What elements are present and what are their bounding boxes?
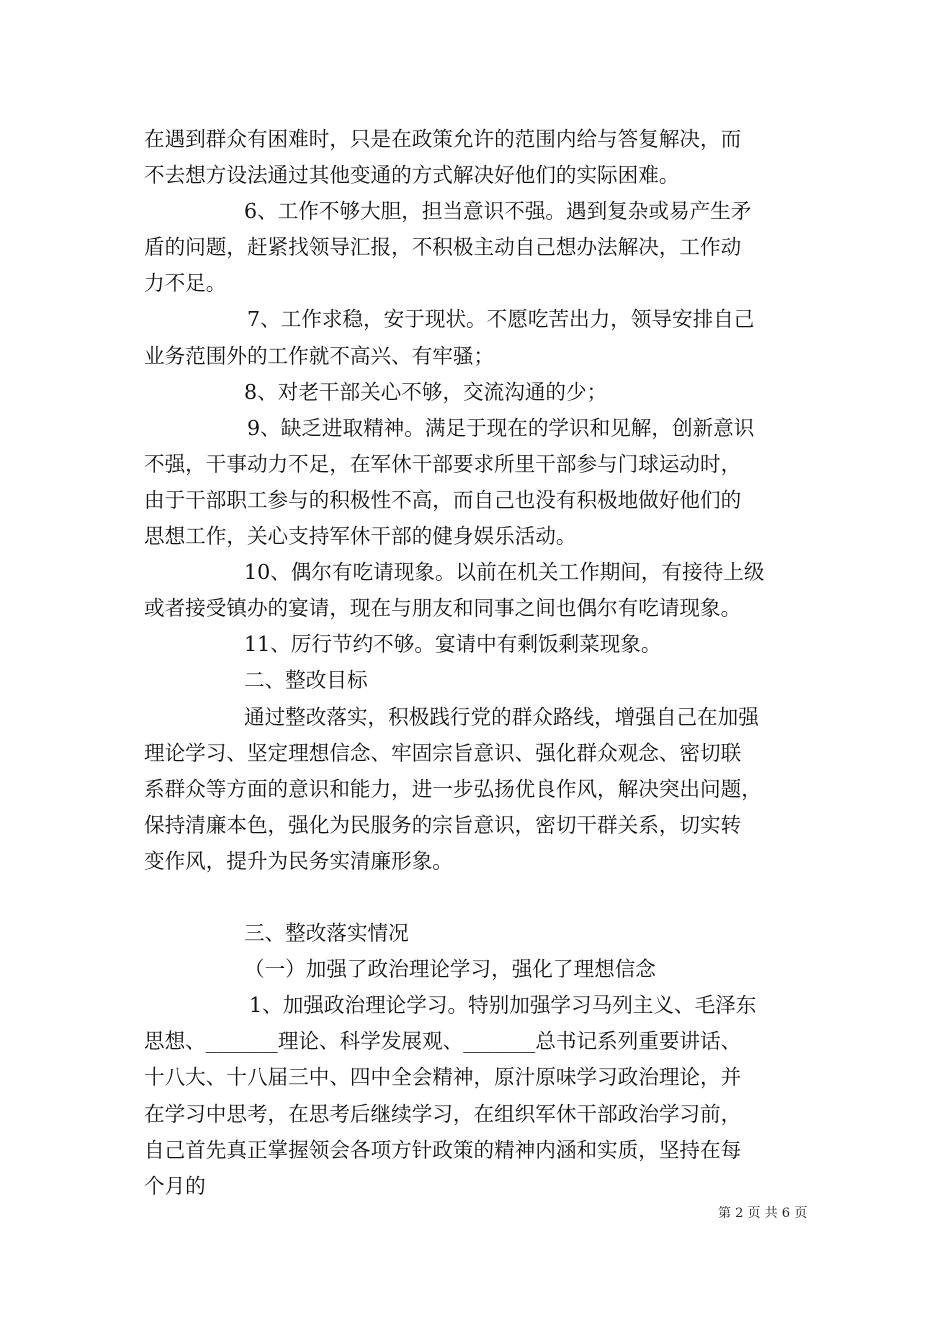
text-line: 或者接受镇办的宴请，现在与朋友和同事之间也偶尔有吃请现象。: [144, 596, 742, 621]
text-line: 由于干部职工参与的积极性不高，而自己也没有积极地做好他们的: [144, 487, 742, 512]
text-line: 变作风，提升为民务实清廉形象。: [144, 848, 453, 873]
text-line: （一）加强了政治理论学习，强化了理想信念: [244, 957, 656, 982]
text-line: 思想、_______理论、科学发展观、_______总书记系列重要讲话、: [144, 1029, 742, 1054]
text-line: 自己首先真正掌握领会各项方针政策的精神内涵和实质，坚持在每: [144, 1137, 742, 1162]
text-line: 个月的: [144, 1173, 206, 1198]
text-line: [144, 880, 814, 916]
text-line: 力不足。: [144, 271, 227, 296]
text-line: 盾的问题，赶紧找领导汇报，不积极主动自己想办法解决，工作动: [144, 235, 742, 260]
text-line: 6、工作不够大胆，担当意识不强。遇到复杂或易产生矛: [244, 199, 752, 224]
text-line: 二、整改目标: [244, 668, 368, 693]
text-line: 不去想方设法通过其他变通的方式解决好他们的实际困难。: [144, 163, 680, 188]
text-line: 11、厉行节约不够。宴请中有剩饭剩菜现象。: [244, 632, 662, 657]
text-line: 保持清廉本色，强化为民服务的宗旨意识，密切干群关系，切实转: [144, 812, 742, 837]
text-line: 在学习中思考，在思考后继续学习，在组织军休干部政治学习前，: [144, 1101, 742, 1126]
text-line: 通过整改落实，积极践行党的群众路线，增强自己在加强: [244, 704, 759, 729]
text-line: 系群众等方面的意识和能力，进一步弘扬优良作风，解决突出问题，: [144, 776, 762, 801]
text-line: 理论学习、坚定理想信念、牢固宗旨意识、强化群众观念、密切联: [144, 740, 742, 765]
text-line: 三、整改落实情况: [244, 921, 409, 946]
document-body: [144, 122, 814, 1205]
text-line: 思想工作，关心支持军休干部的健身娱乐活动。: [144, 524, 577, 549]
text-line: 9、缺乏进取精神。满足于现在的学识和见解，创新意识: [247, 415, 755, 440]
text-line: 10、偶尔有吃请现象。以前在机关工作期间，有接待上级: [244, 560, 765, 585]
text-line: 业务范围外的工作就不高兴、有牢骚；: [144, 343, 495, 368]
page-number: 第 2 页 共 6 页: [718, 1206, 808, 1221]
text-line: 不强，干事动力不足，在军休干部要求所里干部参与门球运动时，: [144, 451, 742, 476]
text-line: 7、工作求稳，安于现状。不愿吃苦出力，领导安排自己: [247, 307, 755, 332]
text-line: 在遇到群众有困难时，只是在政策允许的范围内给与答复解决，而: [144, 127, 742, 151]
text-line: 8、对老干部关心不够，交流沟通的少；: [244, 379, 608, 404]
text-line: 十八大、十八届三中、四中全会精神，原汁原味学习政治理论，并: [144, 1065, 742, 1090]
text-line: 1、加强政治理论学习。特别加强学习马列主义、毛泽东: [249, 993, 757, 1018]
